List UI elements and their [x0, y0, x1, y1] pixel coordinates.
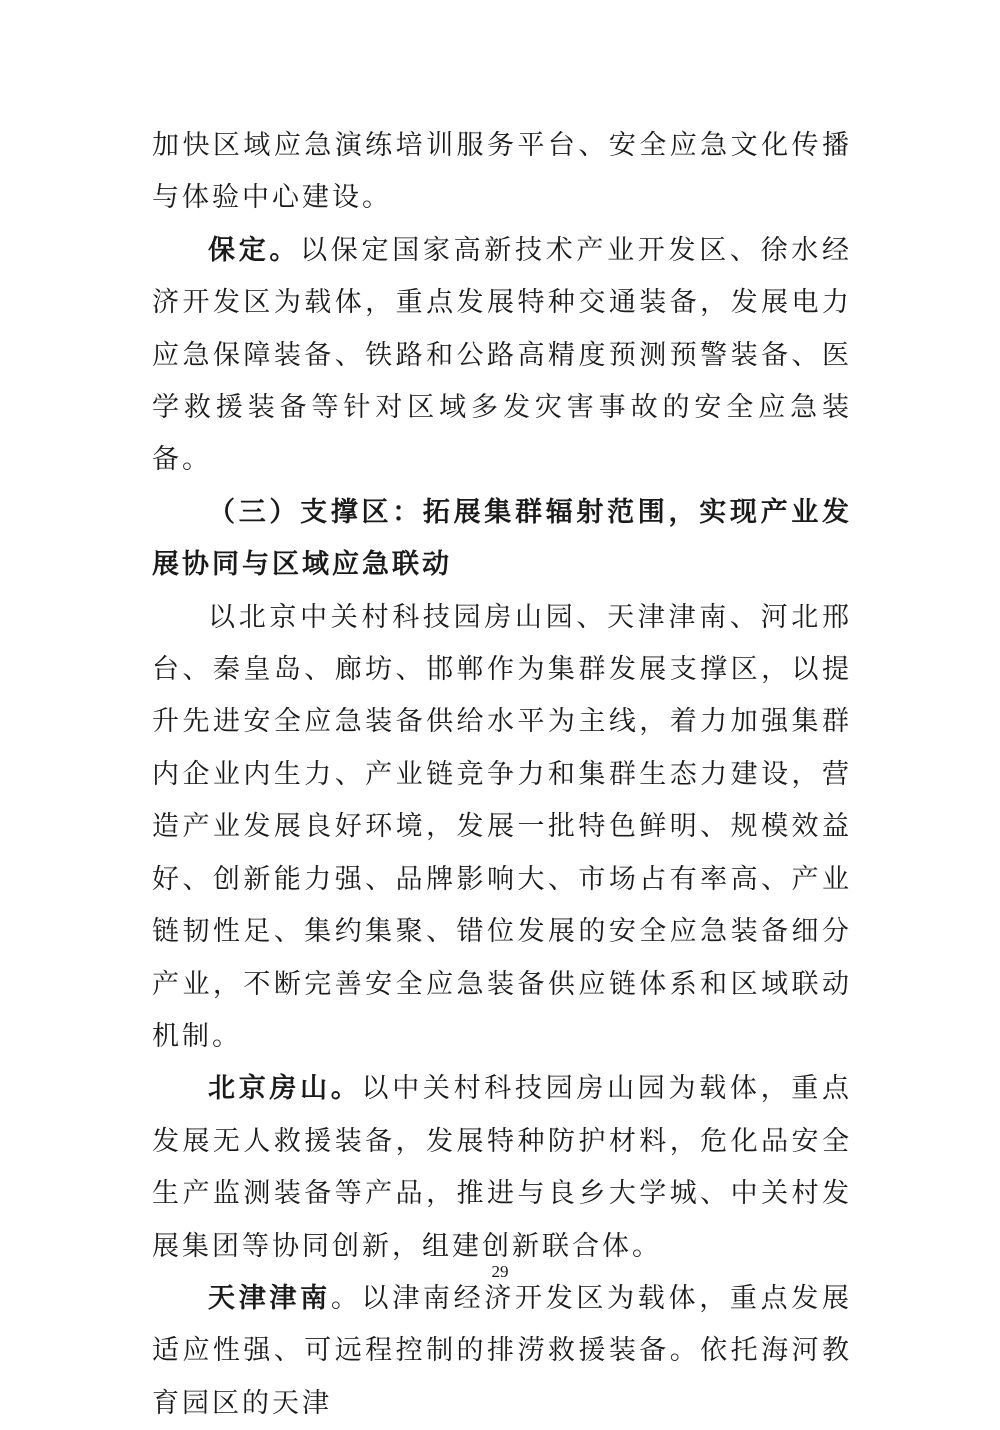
- section-heading: （三）支撑区：拓展集群辐射范围，实现产业发展协同与区域应急联动: [152, 496, 852, 581]
- paragraph-baoding-lead: 保定。: [208, 234, 301, 266]
- paragraph-1-text: 加快区域应急演练培训服务平台、安全应急文化传播与体验中心建设。: [152, 130, 852, 214]
- paragraph-tianjin-jinnan-text: 。以津南经济开发区为载体，重点发展适应性强、可远程控制的排涝救援装备。依托海河教育园区的天津: [152, 1282, 853, 1419]
- paragraph-baoding: [152, 225, 852, 487]
- paragraph-beijing-fangshan: [152, 1063, 852, 1273]
- body-text: [152, 120, 852, 1430]
- paragraph-tianjin-jinnan-lead: 天津津南: [208, 1282, 331, 1314]
- paragraph-support-zone-text: 以北京中关村科技园房山园、天津津南、河北邢台、秦皇岛、廊坊、邯郸作为集群发展支撑区，以提升先进安全应急装备供给水平为主线，着力加强集群内企业内生力、产业链竞争力和集群生态力建设，营造产业发展良好环境，发展一批特色鲜明、规模效益好、创新能力强、品牌影响大、市场占有率高、产业链韧性足、集约集聚、错位发展的安全应急装备细分产业，不断完善安全应急装备供应链体系和区域联动机制。: [152, 601, 852, 1052]
- paragraph-support-zone: [152, 592, 852, 1064]
- paragraph-baoding-text: 以保定国家高新技术产业开发区、徐水经济开发区为载体，重点发展特种交通装备，发展电力应急保障装备、铁路和公路高精度预测预警装备、医学救援装备等针对区域多发灾害事故的安全应急装备。: [152, 234, 853, 476]
- page-number: 29: [491, 1262, 509, 1281]
- paragraph-tianjin-jinnan: [152, 1273, 852, 1430]
- paragraph-1: [152, 120, 852, 225]
- paragraph-beijing-fangshan-lead: 北京房山。: [208, 1073, 362, 1105]
- paragraph-beijing-fangshan-text: 以中关村科技园房山园为载体，重点发展无人救援装备，发展特种防护材料，危化品安全生产监测装备等产品，推进与良乡大学城、中关村发展集团等协同创新，组建创新联合体。: [152, 1073, 852, 1262]
